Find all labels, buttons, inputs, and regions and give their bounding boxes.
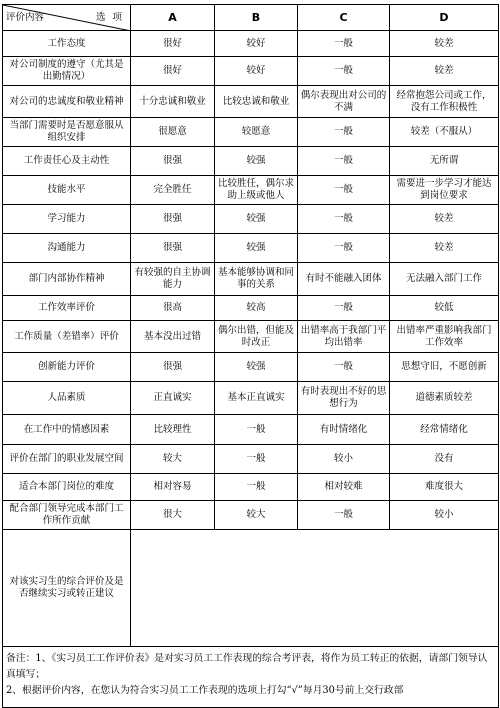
- option-cell-b[interactable]: 较大: [215, 501, 298, 530]
- option-cell-d[interactable]: 较差: [390, 31, 499, 57]
- criteria-row: [3, 445, 499, 474]
- option-cell-c[interactable]: 有时不能融入团体: [298, 263, 390, 296]
- corner-label-content: 评价内容: [6, 12, 45, 23]
- option-cell-c[interactable]: 一般: [298, 353, 390, 382]
- option-cell-d[interactable]: 无所谓: [390, 147, 499, 176]
- option-cell-b[interactable]: 较好: [215, 31, 298, 57]
- criteria-label: 工作责任心及主动性: [3, 147, 131, 176]
- criteria-row: [3, 176, 499, 205]
- criteria-label: 配合部门领导完成本部门工作所作贡献: [3, 501, 131, 530]
- criteria-row: [3, 501, 499, 530]
- summary-input-area[interactable]: [131, 530, 499, 647]
- option-cell-b[interactable]: 比较忠诚和敬业: [215, 86, 298, 118]
- criteria-row: [3, 205, 499, 234]
- option-cell-b[interactable]: 一般: [215, 474, 298, 501]
- option-cell-d[interactable]: 较差（不服从）: [390, 118, 499, 147]
- criteria-label: 工作效率评价: [3, 296, 131, 321]
- summary-row: [3, 530, 499, 647]
- option-cell-c[interactable]: 一般: [298, 501, 390, 530]
- option-cell-d[interactable]: 没有: [390, 445, 499, 474]
- option-cell-c[interactable]: 有时情绪化: [298, 415, 390, 445]
- remarks-line-2: 2、根据评价内容，在您认为符合实习员工工作表现的选项上打勾“√”每月30号前上交行政部: [6, 685, 404, 696]
- option-cell-d[interactable]: 经常抱怨公司或工作，没有工作积极性: [390, 86, 499, 118]
- option-cell-b[interactable]: 基本正直诚实: [215, 382, 298, 415]
- option-cell-a[interactable]: 相对容易: [131, 474, 215, 501]
- evaluation-table: [2, 4, 499, 708]
- option-cell-b[interactable]: 较好: [215, 57, 298, 86]
- option-cell-d[interactable]: 出错率严重影响我部门工作效率: [390, 321, 499, 353]
- criteria-row: [3, 118, 499, 147]
- criteria-label: 工作态度: [3, 31, 131, 57]
- criteria-label: 对公司的忠诚度和敬业精神: [3, 86, 131, 118]
- option-cell-d[interactable]: 较差: [390, 234, 499, 263]
- option-cell-c[interactable]: 一般: [298, 234, 390, 263]
- option-cell-a[interactable]: 比较理性: [131, 415, 215, 445]
- option-cell-b[interactable]: 较愿意: [215, 118, 298, 147]
- option-cell-b[interactable]: 一般: [215, 445, 298, 474]
- option-cell-a[interactable]: 很好: [131, 31, 215, 57]
- option-cell-d[interactable]: 较差: [390, 205, 499, 234]
- option-cell-a[interactable]: 基本没出过错: [131, 321, 215, 353]
- remarks-line-1: 备注：1、《实习员工工作评价表》是对实习员工工作表现的综合考评表，将作为员工转正的依据，请部门领导认真填写；: [6, 653, 488, 680]
- criteria-row: [3, 474, 499, 501]
- corner-label-options: 选 项: [95, 12, 124, 23]
- criteria-row: [3, 57, 499, 86]
- criteria-label: 在工作中的情感因素: [3, 415, 131, 445]
- criteria-label: 学习能力: [3, 205, 131, 234]
- criteria-row: [3, 415, 499, 445]
- option-cell-c[interactable]: 一般: [298, 118, 390, 147]
- criteria-label: 评价在部门的职业发展空间: [3, 445, 131, 474]
- option-cell-d[interactable]: 道德素质较差: [390, 382, 499, 415]
- option-cell-a[interactable]: 很高: [131, 296, 215, 321]
- criteria-row: [3, 296, 499, 321]
- option-cell-d[interactable]: 较小: [390, 501, 499, 530]
- option-cell-c[interactable]: 一般: [298, 176, 390, 205]
- option-cell-b[interactable]: 较强: [215, 147, 298, 176]
- evaluation-form: [2, 4, 498, 708]
- header-row: [3, 5, 499, 31]
- remarks-cell: [3, 647, 499, 708]
- option-cell-c[interactable]: 一般: [298, 57, 390, 86]
- criteria-label: 沟通能力: [3, 234, 131, 263]
- criteria-row: [3, 147, 499, 176]
- option-cell-b[interactable]: 较强: [215, 234, 298, 263]
- option-header-d: D: [390, 5, 499, 31]
- option-cell-c[interactable]: 偶尔表现出对公司的不满: [298, 86, 390, 118]
- criteria-label: 对公司制度的遵守（尤其是出勤情况）: [3, 57, 131, 86]
- option-cell-b[interactable]: 比较胜任，偶尔求助上级或他人: [215, 176, 298, 205]
- option-cell-d[interactable]: 经常情绪化: [390, 415, 499, 445]
- criteria-row: [3, 31, 499, 57]
- option-cell-a[interactable]: 正直诚实: [131, 382, 215, 415]
- option-cell-d[interactable]: 需要进一步学习才能达到岗位要求: [390, 176, 499, 205]
- option-cell-c[interactable]: 一般: [298, 205, 390, 234]
- criteria-label: 工作质量（差错率）评价: [3, 321, 131, 353]
- option-cell-c[interactable]: 出错率高于我部门平均出错率: [298, 321, 390, 353]
- option-cell-a[interactable]: 很愿意: [131, 118, 215, 147]
- criteria-label: 适合本部门岗位的难度: [3, 474, 131, 501]
- option-cell-a[interactable]: 完全胜任: [131, 176, 215, 205]
- option-cell-b[interactable]: 基本能够协调和同事的关系: [215, 263, 298, 296]
- corner-header-cell: [3, 5, 131, 31]
- option-header-a: A: [131, 5, 215, 31]
- option-cell-a[interactable]: 很大: [131, 501, 215, 530]
- option-cell-a[interactable]: 很强: [131, 353, 215, 382]
- option-cell-c[interactable]: 一般: [298, 296, 390, 321]
- option-cell-d[interactable]: 无法融入部门工作: [390, 263, 499, 296]
- option-cell-b[interactable]: 一般: [215, 415, 298, 445]
- criteria-row: [3, 86, 499, 118]
- criteria-row: [3, 382, 499, 415]
- criteria-row: [3, 263, 499, 296]
- remarks-row: [3, 647, 499, 708]
- criteria-row: [3, 234, 499, 263]
- option-cell-a[interactable]: 较大: [131, 445, 215, 474]
- option-cell-d[interactable]: 思想守旧，不愿创新: [390, 353, 499, 382]
- option-cell-a[interactable]: 有较强的自主协调能力: [131, 263, 215, 296]
- option-header-b: B: [215, 5, 298, 31]
- option-cell-d[interactable]: 较差: [390, 57, 499, 86]
- criteria-label: 技能水平: [3, 176, 131, 205]
- option-cell-d[interactable]: 较低: [390, 296, 499, 321]
- criteria-row: [3, 321, 499, 353]
- criteria-label: 部门内部协作精神: [3, 263, 131, 296]
- option-cell-b[interactable]: 较高: [215, 296, 298, 321]
- option-cell-a[interactable]: 很好: [131, 57, 215, 86]
- option-cell-c[interactable]: 一般: [298, 31, 390, 57]
- option-cell-b[interactable]: 偶尔出错，但能及时改正: [215, 321, 298, 353]
- option-cell-c[interactable]: 相对较难: [298, 474, 390, 501]
- option-cell-c[interactable]: 有时表现出不好的思想行为: [298, 382, 390, 415]
- criteria-row: [3, 353, 499, 382]
- summary-label: 对该实习生的综合评价及是否继续实习或转正建议: [3, 530, 131, 647]
- option-cell-a[interactable]: 很强: [131, 234, 215, 263]
- option-cell-c[interactable]: 一般: [298, 147, 390, 176]
- criteria-label: 创新能力评价: [3, 353, 131, 382]
- option-cell-d[interactable]: 难度很大: [390, 474, 499, 501]
- option-cell-a[interactable]: 很强: [131, 147, 215, 176]
- option-header-c: C: [298, 5, 390, 31]
- criteria-label: 当部门需要时是否愿意服从组织安排: [3, 118, 131, 147]
- criteria-label: 人品素质: [3, 382, 131, 415]
- option-cell-b[interactable]: 较强: [215, 353, 298, 382]
- option-cell-b[interactable]: 较强: [215, 205, 298, 234]
- option-cell-a[interactable]: 十分忠诚和敬业: [131, 86, 215, 118]
- option-cell-a[interactable]: 很强: [131, 205, 215, 234]
- option-cell-c[interactable]: 较小: [298, 445, 390, 474]
